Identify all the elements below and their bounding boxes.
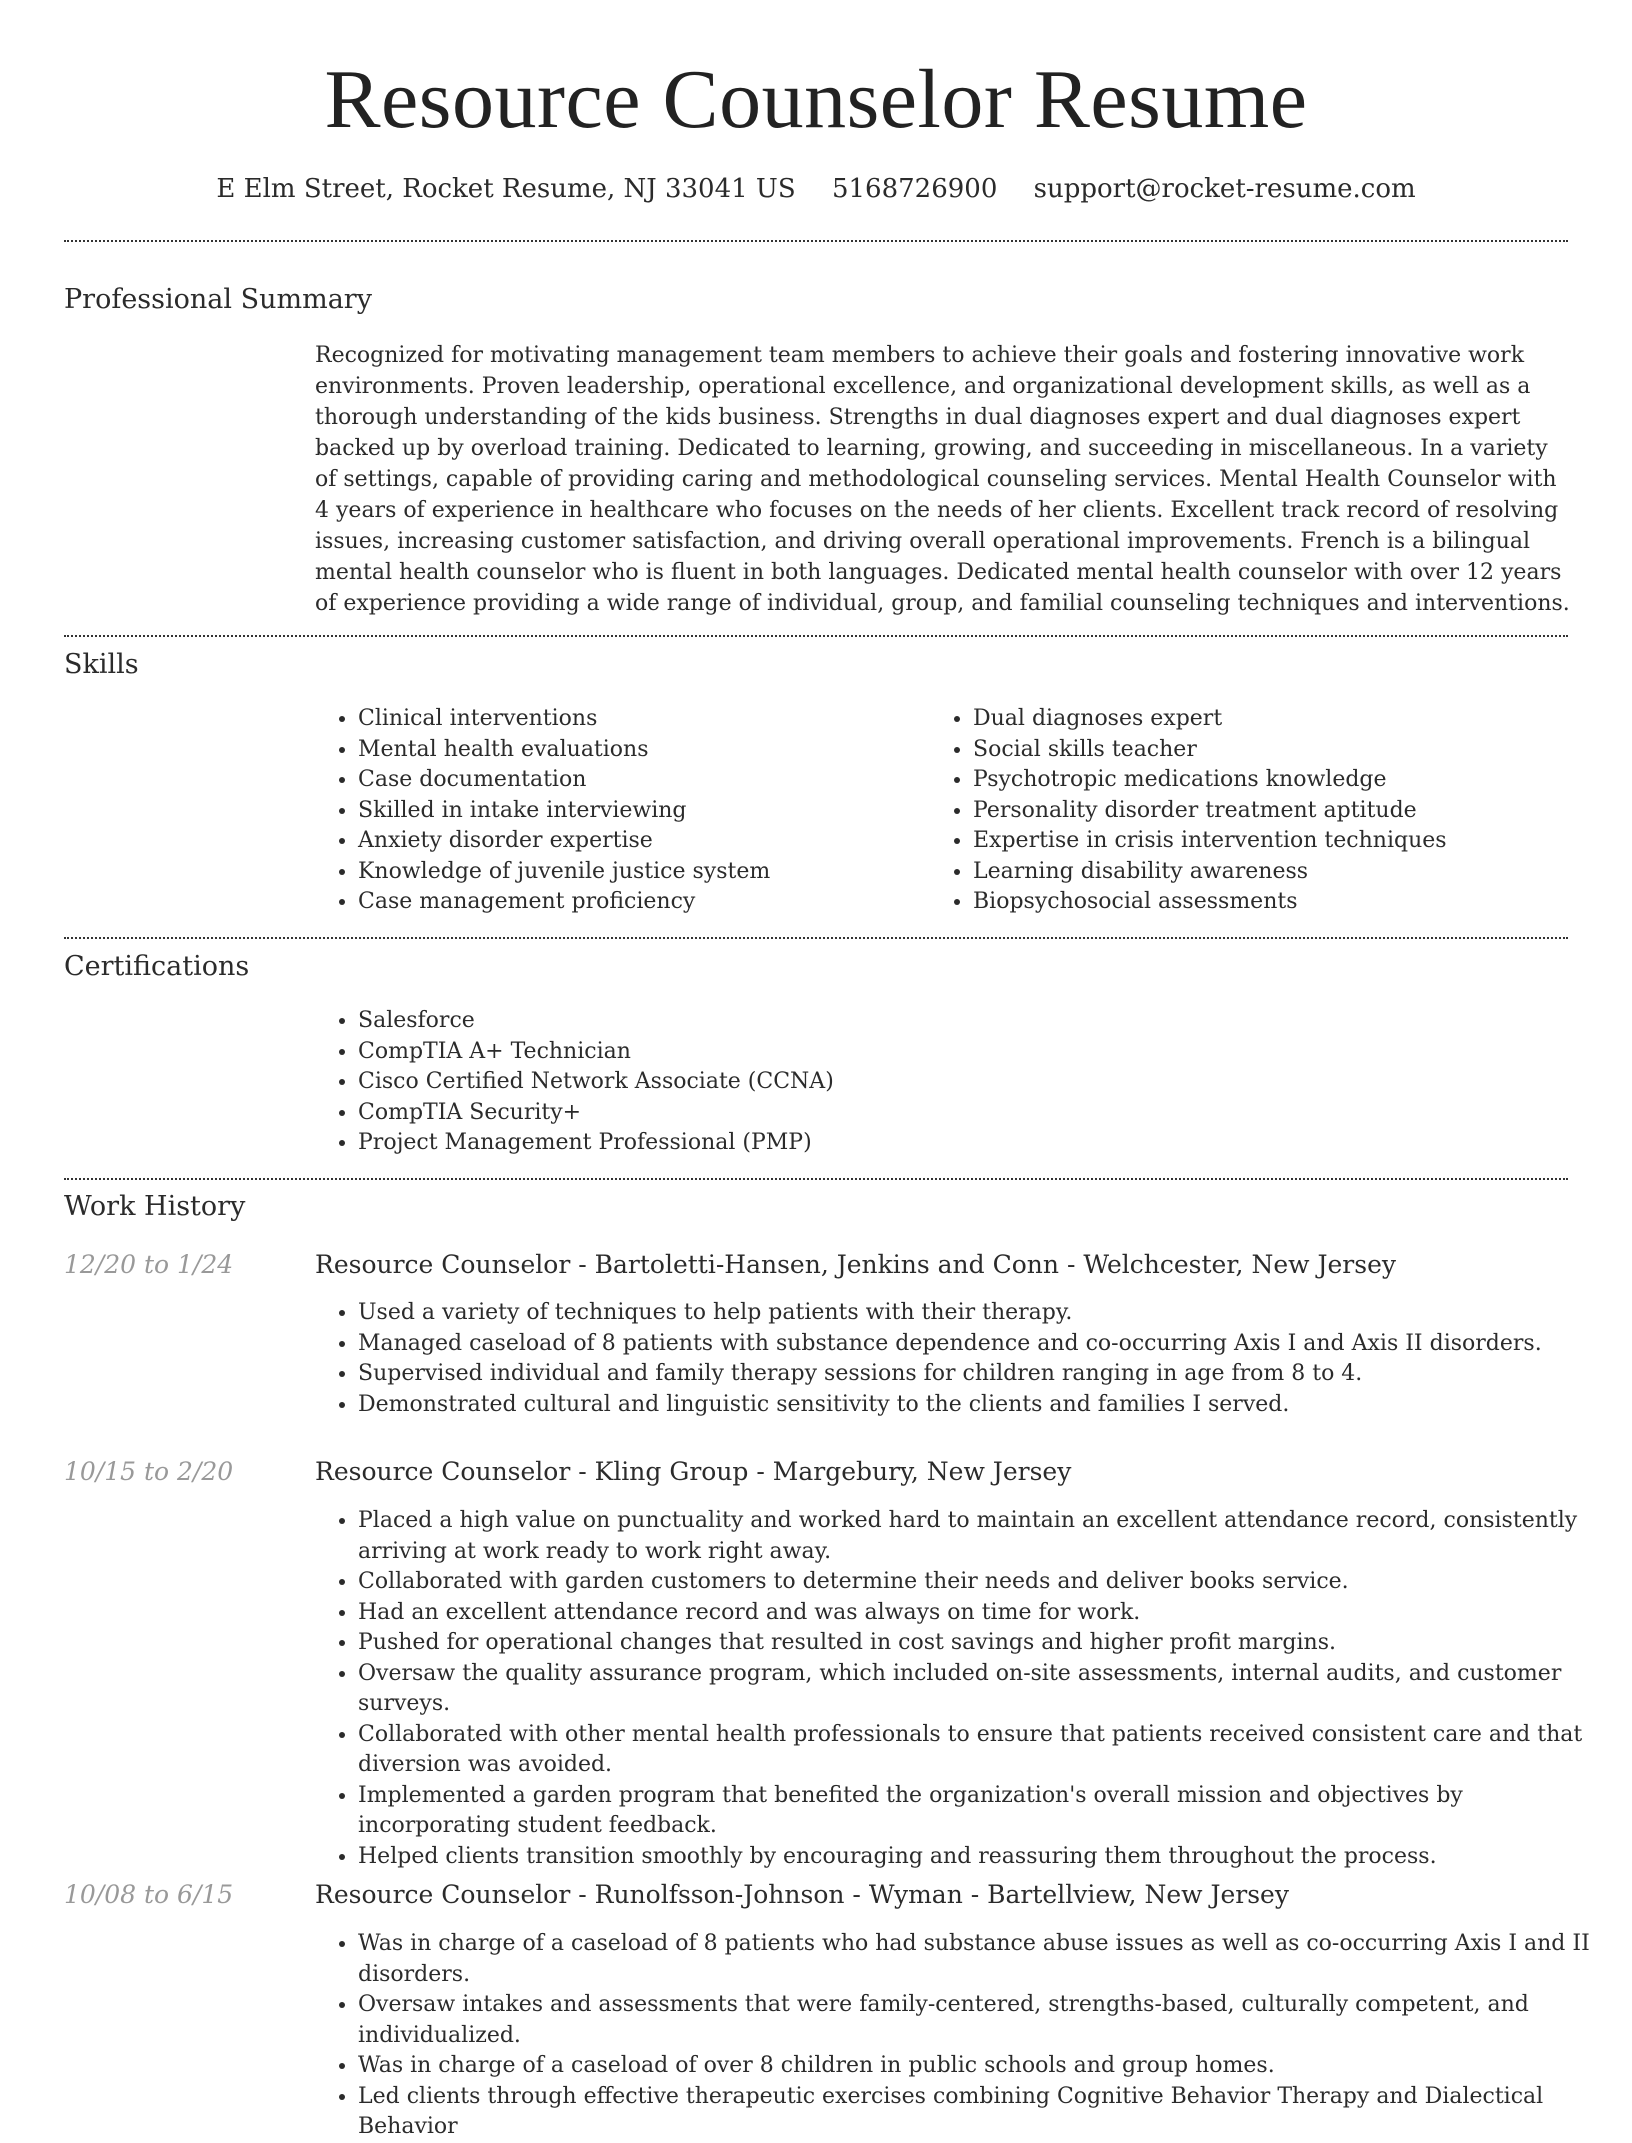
section-title-certifications: Certifications bbox=[64, 951, 250, 982]
skill-item: • Skilled in intake interviewing bbox=[358, 796, 958, 827]
contact-line bbox=[0, 170, 1632, 208]
job-bullet: • Used a variety of techniques to help patients with their therapy. bbox=[358, 1298, 1613, 1329]
job-bullet: • Implemented a garden program that benefited the organization's overall mission and objectives by incorporating student feedback. bbox=[358, 1781, 1613, 1842]
job-bullets bbox=[315, 1298, 1613, 1420]
certification-item: • CompTIA Security+ bbox=[358, 1098, 1358, 1129]
skill-item: • Anxiety disorder expertise bbox=[358, 826, 958, 857]
certification-item: • CompTIA A+ Technician bbox=[358, 1037, 1358, 1068]
job-bullet: • Pushed for operational changes that resulted in cost savings and higher profit margins. bbox=[358, 1628, 1613, 1659]
job-title: Resource Counselor - Kling Group - Margebury, New Jersey bbox=[315, 1457, 1072, 1486]
certification-item: • Cisco Certified Network Associate (CCNA) bbox=[358, 1067, 1358, 1098]
skill-item: • Learning disability awareness bbox=[973, 857, 1613, 888]
skill-item: • Case management proficiency bbox=[358, 887, 958, 918]
job-bullet: • Collaborated with garden customers to determine their needs and deliver books service. bbox=[358, 1567, 1613, 1598]
skill-item: • Psychotropic medications knowledge bbox=[973, 765, 1613, 796]
skill-item: • Case documentation bbox=[358, 765, 958, 796]
divider bbox=[64, 1178, 1568, 1180]
job-title: Resource Counselor - Runolfsson-Johnson - Wyman - Bartellview, New Jersey bbox=[315, 1880, 1289, 1909]
section-title-work-history: Work History bbox=[64, 1191, 246, 1222]
skill-item: • Knowledge of juvenile justice system bbox=[358, 857, 958, 888]
job-bullet: • Was in charge of a caseload of over 8 children in public schools and group homes. bbox=[358, 2051, 1613, 2082]
job-bullets bbox=[315, 1929, 1613, 2143]
job-bullet: • Led clients through effective therapeutic exercises combining Cognitive Behavior Therapy and Dialectical Behavior bbox=[358, 2082, 1613, 2143]
skill-item: • Dual diagnoses expert bbox=[973, 704, 1613, 735]
skill-item: • Expertise in crisis intervention techniques bbox=[973, 826, 1613, 857]
job-bullet: • Demonstrated cultural and linguistic sensitivity to the clients and families I served. bbox=[358, 1390, 1613, 1421]
job-dates: 12/20 to 1/24 bbox=[64, 1250, 234, 1279]
divider bbox=[64, 240, 1568, 242]
job-bullets bbox=[315, 1506, 1613, 1872]
job-bullet: • Oversaw the quality assurance program, which included on-site assessments, internal audits, and customer surveys. bbox=[358, 1659, 1613, 1720]
job-bullet: • Had an excellent attendance record and was always on time for work. bbox=[358, 1598, 1613, 1629]
job-dates: 10/15 to 2/20 bbox=[64, 1457, 234, 1486]
skill-item: • Mental health evaluations bbox=[358, 735, 958, 766]
resume-title: Resource Counselor Resume bbox=[324, 53, 1308, 146]
section-title-summary: Professional Summary bbox=[64, 284, 372, 315]
job-bullet: • Placed a high value on punctuality and worked hard to maintain an excellent attendance record, consistently arriving at work ready to work right away. bbox=[358, 1506, 1613, 1567]
skill-item: • Clinical interventions bbox=[358, 704, 958, 735]
certifications-list bbox=[315, 1006, 1358, 1159]
job-dates: 10/08 to 6/15 bbox=[64, 1880, 234, 1909]
job-bullet: • Helped clients transition smoothly by encouraging and reassuring them throughout the process. bbox=[358, 1842, 1613, 1873]
skill-item: • Social skills teacher bbox=[973, 735, 1613, 766]
job-bullet: • Was in charge of a caseload of 8 patients who had substance abuse issues as well as co-occurring Axis I and II disorders. bbox=[358, 1929, 1613, 1990]
divider bbox=[64, 937, 1568, 939]
skills-list-right bbox=[930, 704, 1613, 918]
skill-item: • Personality disorder treatment aptitude bbox=[973, 796, 1613, 827]
skills-list-left bbox=[315, 704, 958, 918]
summary-text: Recognized for motivating management team members to achieve their goals and fostering innovative work environments. Proven leadership, operational excellence, and organizational development skills, as well as a thorough understanding of the kids business. Strengths in dual diagnoses expert and dual diagnoses expert backed up by overload training. Dedicated to learning, growing, and succeeding in miscellaneous. In a variety of settings, capable of providing caring and methodological counseling services. Mental Health Counselor with 4 years of experience in healthcare who focuses on the needs of her clients. Excellent track record of resolving issues, increasing customer satisfaction, and driving overall operational improvements. French is a bilingual mental health counselor who is fluent in both languages. Dedicated mental health counselor with over 12 years of experience providing a wide range of individual, group, and familial counseling techniques and interventions. bbox=[315, 343, 1570, 616]
skill-item: • Biopsychosocial assessments bbox=[973, 887, 1613, 918]
contact-address: E Elm Street, Rocket Resume, NJ 33041 US bbox=[216, 174, 796, 204]
divider bbox=[64, 635, 1568, 637]
job-bullet: • Collaborated with other mental health professionals to ensure that patients received consistent care and that diversion was avoided. bbox=[358, 1720, 1613, 1781]
job-title: Resource Counselor - Bartoletti-Hansen, Jenkins and Conn - Welchcester, New Jersey bbox=[315, 1250, 1396, 1279]
contact-email[interactable]: support@rocket-resume.com bbox=[1033, 174, 1416, 204]
certification-item: • Salesforce bbox=[358, 1006, 1358, 1037]
certification-item: • Project Management Professional (PMP) bbox=[358, 1128, 1358, 1159]
job-bullet: • Oversaw intakes and assessments that were family-centered, strengths-based, culturally competent, and individualized. bbox=[358, 1990, 1613, 2051]
job-bullet: • Managed caseload of 8 patients with substance dependence and co-occurring Axis I and Axis II disorders. bbox=[358, 1329, 1613, 1360]
job-bullet: • Supervised individual and family therapy sessions for children ranging in age from 8 to 4. bbox=[358, 1359, 1613, 1390]
section-title-skills: Skills bbox=[64, 649, 139, 680]
contact-phone: 5168726900 bbox=[831, 174, 998, 204]
